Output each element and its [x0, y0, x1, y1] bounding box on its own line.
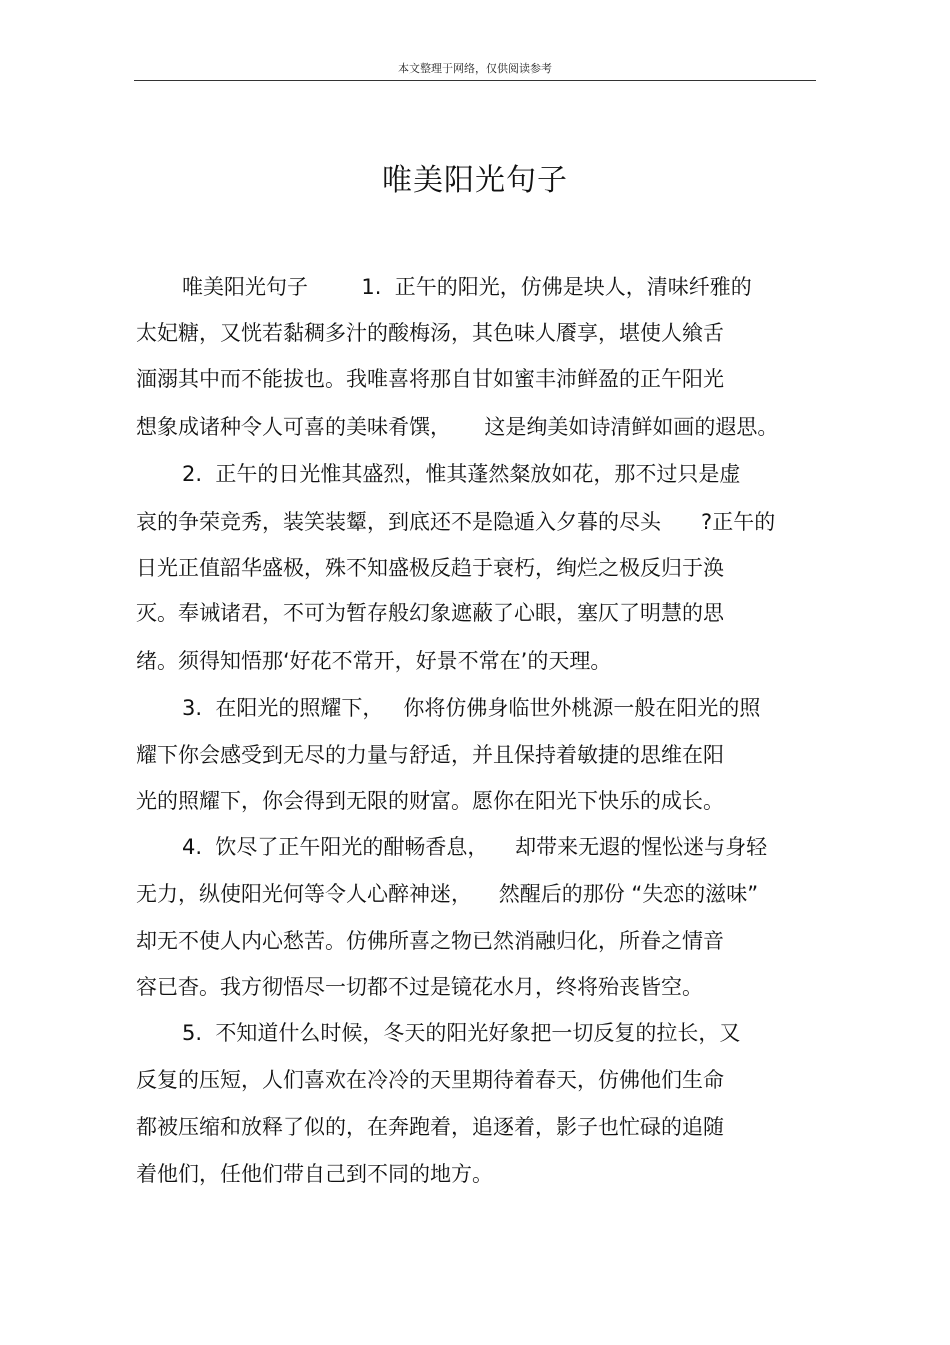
header-note: 本文整理于网络，仅供阅读参考 [398, 62, 552, 75]
body-line: 哀的争荣竞秀，装笑装颦，到底还不是隐遁入夕暮的尽头 ?正午的 [136, 510, 776, 534]
document-title: 唯美阳光句子 [382, 163, 568, 198]
body-line: 日光正值韶华盛极，殊不知盛极反趋于衰朽，绚烂之极反归于涣 [136, 556, 724, 580]
body-line: 都被压缩和放释了似的，在奔跑着，追逐着，影子也忙碌的追随 [136, 1115, 724, 1139]
body-line: 容已杳。我方彻悟尽一切都不过是镜花水月，终将殆丧皆空。 [136, 975, 703, 999]
body-line: 5. 不知道什么时候，冬天的阳光好象把一切反复的拉长，又 [182, 1021, 741, 1045]
body-line: 太妃糖，又恍若黏稠多汁的酸梅汤，其色味人餍享，堪使人飨舌 [136, 321, 724, 345]
body-line: 绪。须得知悟那‘好花不常开，好景不常在’的天理。 [136, 649, 612, 673]
body-line: 3. 在阳光的照耀下， 你将仿佛身临世外桃源一般在阳光的照 [182, 696, 761, 720]
body-line: 反复的压短，人们喜欢在冷冷的天里期待着春天，仿佛他们生命 [136, 1068, 724, 1092]
body-line: 光的照耀下，你会得到无限的财富。愿你在阳光下快乐的成长。 [136, 789, 724, 813]
body-line: 无力，纵使阳光何等令人心醉神迷， 然醒后的那份 “失恋的滋味” [136, 882, 759, 906]
body-line: 着他们，任他们带自己到不同的地方。 [136, 1162, 493, 1186]
body-line: 2. 正午的日光惟其盛烈，惟其蓬然粲放如花，那不过只是虚 [182, 462, 741, 486]
body-line: 却无不使人内心愁苦。仿佛所喜之物已然消融归化，所眷之情音 [136, 929, 724, 953]
body-line: 想象成诸种令人可喜的美味肴馔， 这是绚美如诗清鲜如画的遐思。 [136, 415, 779, 439]
body-line: 灭。奉诫诸君，不可为暂存般幻象遮蔽了心眼，塞仄了明慧的思 [136, 601, 724, 625]
body-line: 唯美阳光句子 1. 正午的阳光，仿佛是块人，清味纤雅的 [182, 275, 752, 299]
body-line: 湎溺其中而不能拔也。我唯喜将那自甘如蜜丰沛鲜盈的正午阳光 [136, 367, 724, 391]
body-line: 耀下你会感受到无尽的力量与舒适，并且保持着敏捷的思维在阳 [136, 743, 724, 767]
body-line: 4. 饮尽了正午阳光的酣畅香息， 却带来无遐的惺忪迷与身轻 [182, 835, 768, 859]
header-divider [134, 80, 816, 81]
